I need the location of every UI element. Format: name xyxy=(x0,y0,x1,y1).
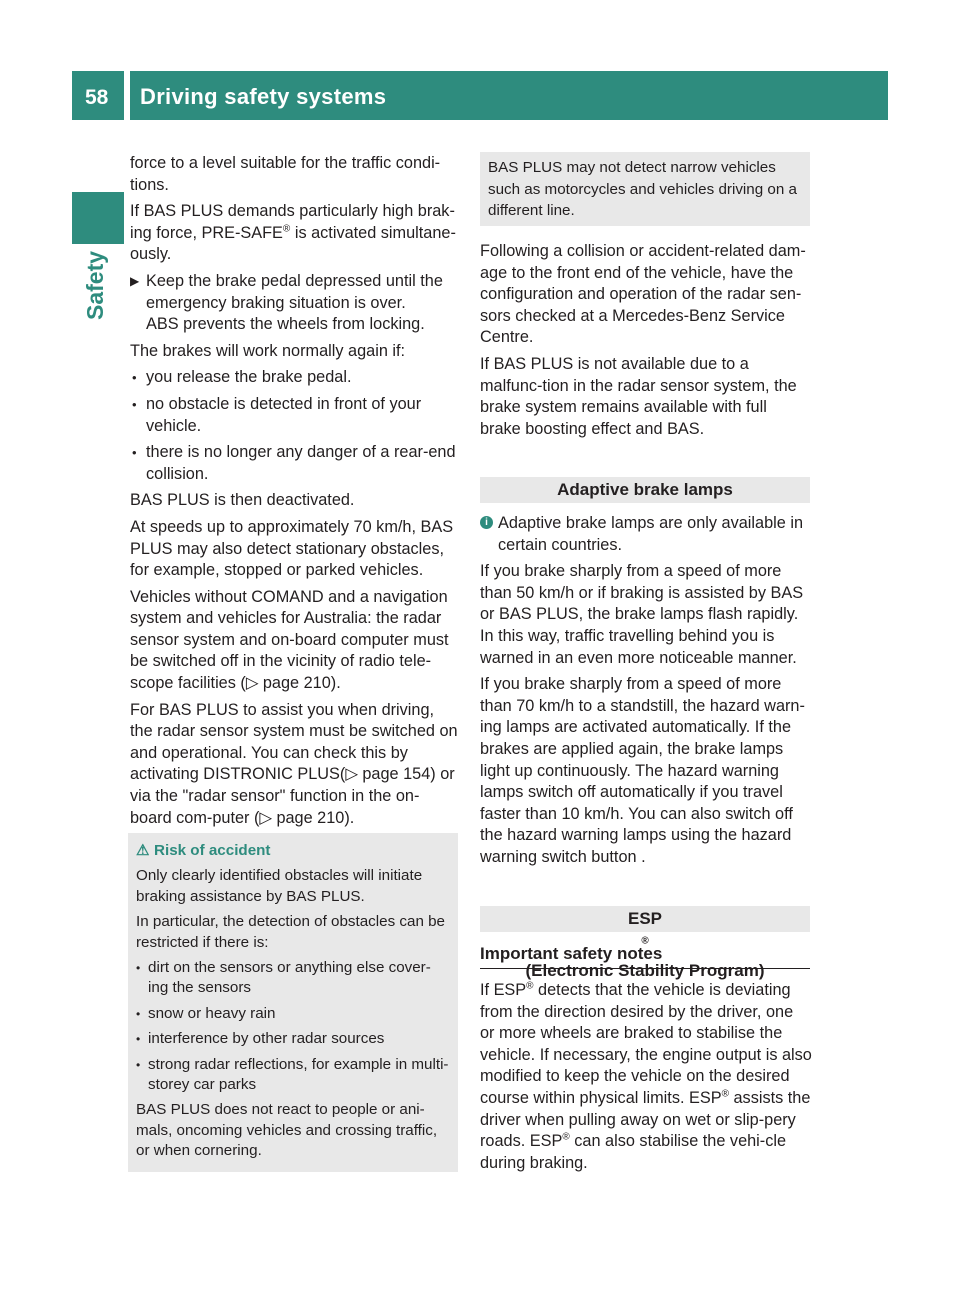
paragraph: If you brake sharply from a speed of more than 50 km/h or if braking is assisted by BAS or BAS PLUS, the brake lamps flash rapidly. In this way, traffic travelling behind you is warned in an even more noticeable manner. xyxy=(480,562,804,667)
page-number: 58 xyxy=(85,86,109,109)
paragraph: If ESP® detects that the vehicle is deviating from the direction desired by the driver, one or more wheels are braked to stabilise the vehicle. If necessary, the engine output is also modified to keep the vehicle on the desired course within physical limits. ESP® assists the driver when pulling away on wet or slip-pery roads. ESP® can also stabilise the vehi-cle during braking. xyxy=(480,980,812,1172)
header-bar xyxy=(130,71,888,120)
bullet-icon: • xyxy=(136,1057,141,1072)
paragraph: At speeds up to approximately 70 km/h, BAS PLUS may also detect stationary obstacles, for example, stopped or parked vehicles. xyxy=(130,517,454,580)
right-column-bottom xyxy=(480,980,812,1179)
left-column xyxy=(130,153,460,834)
list-item: • strong radar reflections, for example in multi-storey car parks xyxy=(136,1055,449,1094)
paragraph: If BAS PLUS is not available due to a malfunc-tion in the radar sensor system, the brake system remains available with full brake boosting effect and BAS. xyxy=(480,354,797,438)
warning-triangle-icon: ⚠ xyxy=(136,842,150,859)
paragraph: In particular, the detection of obstacles can be restricted if there is: xyxy=(136,913,446,951)
bullet-icon: • xyxy=(132,370,137,386)
section-heading-adaptive-brake-lamps: Adaptive brake lamps xyxy=(480,477,810,503)
side-tab-block xyxy=(72,192,124,244)
info-icon: i xyxy=(480,516,493,529)
bullet-icon: • xyxy=(136,961,141,976)
list-item: • snow or heavy rain xyxy=(136,1004,450,1024)
right-column-middle xyxy=(480,513,812,874)
paragraph: The brakes will work normally again if: xyxy=(130,341,406,360)
info-note: i Adaptive brake lamps are only available in certain countries. xyxy=(480,513,812,556)
paragraph: Following a collision or accident-related dam-age to the front end of the vehicle, have the configuration and operation of the radar sen-sors checked at a Mercedes-Benz Service Centre. xyxy=(480,242,806,347)
list-item: • interference by other radar sources xyxy=(136,1029,450,1049)
subheading-important-safety-notes: Important safety notes xyxy=(480,944,810,969)
warning-title: ⚠ Risk of accident xyxy=(136,841,450,861)
list-item: • no obstacle is detected in front of your vehicle. xyxy=(132,394,422,435)
action-step: ▶ Keep the brake pedal depressed until the emergency braking situation is over. ABS prevents the wheels from locking. xyxy=(130,271,460,336)
paragraph: BAS PLUS does not react to people or ani-mals, oncoming vehicles and crossing traffic, or when cornering. xyxy=(136,1101,438,1160)
section-heading-esp: ESP ® (Electronic Stability Program) xyxy=(480,906,810,932)
bullet-icon: • xyxy=(132,396,137,412)
paragraph: If BAS PLUS demands particularly high brak-ing force, PRE-SAFE® is activated simultane-ously. xyxy=(130,202,456,264)
warning-box xyxy=(128,833,458,1172)
list-item: • dirt on the sensors or anything else cover-ing the sensors xyxy=(136,959,431,997)
paragraph: For BAS PLUS to assist you when driving, the radar sensor system must be switched on and operational. You can check this by activating DISTRONIC PLUS(▷ page 154) or via the "radar sensor" function in the on-board com-puter (▷ page 210). xyxy=(130,700,458,827)
paragraph: If you brake sharply from a speed of more than 70 km/h to a standstill, the hazard warn-ing lamps are activated automatically. If the brakes are applied again, the brake lamps light up continuously. The hazard warning lamps switch off automatically if you travel faster than 10 km/h. You can also switch off the hazard warning lamps using the hazard warning switch button . xyxy=(480,675,805,866)
page-title: Driving safety systems xyxy=(140,84,387,109)
action-arrow-icon: ▶ xyxy=(130,273,140,288)
list-item: • there is no longer any danger of a rear-end collision. xyxy=(132,443,456,483)
bullet-icon: • xyxy=(136,1006,141,1021)
bullet-icon: • xyxy=(132,445,137,461)
side-tab-label: Safety xyxy=(82,250,108,320)
list-item: • you release the brake pedal. xyxy=(130,367,460,389)
paragraph: BAS PLUS is then deactivated. xyxy=(130,491,355,510)
paragraph: force to a level suitable for the traffic condi-tions. xyxy=(130,154,441,194)
note-box: BAS PLUS may not detect narrow vehicles such as motorcycles and vehicles driving on a different line. xyxy=(480,152,810,226)
paragraph: Only clearly identified obstacles will initiate braking assistance by BAS PLUS. xyxy=(136,867,423,905)
paragraph: Vehicles without COMAND and a navigation system and vehicles for Australia: the radar sensor system and on-board computer must be switched off in the vicinity of radio tele-scope facilities (▷ page 210). xyxy=(130,587,449,693)
page-number-tab xyxy=(72,71,124,120)
right-column-top xyxy=(480,241,812,445)
action-result: ABS prevents the wheels from locking. xyxy=(146,315,425,334)
bullet-icon: • xyxy=(136,1032,141,1047)
